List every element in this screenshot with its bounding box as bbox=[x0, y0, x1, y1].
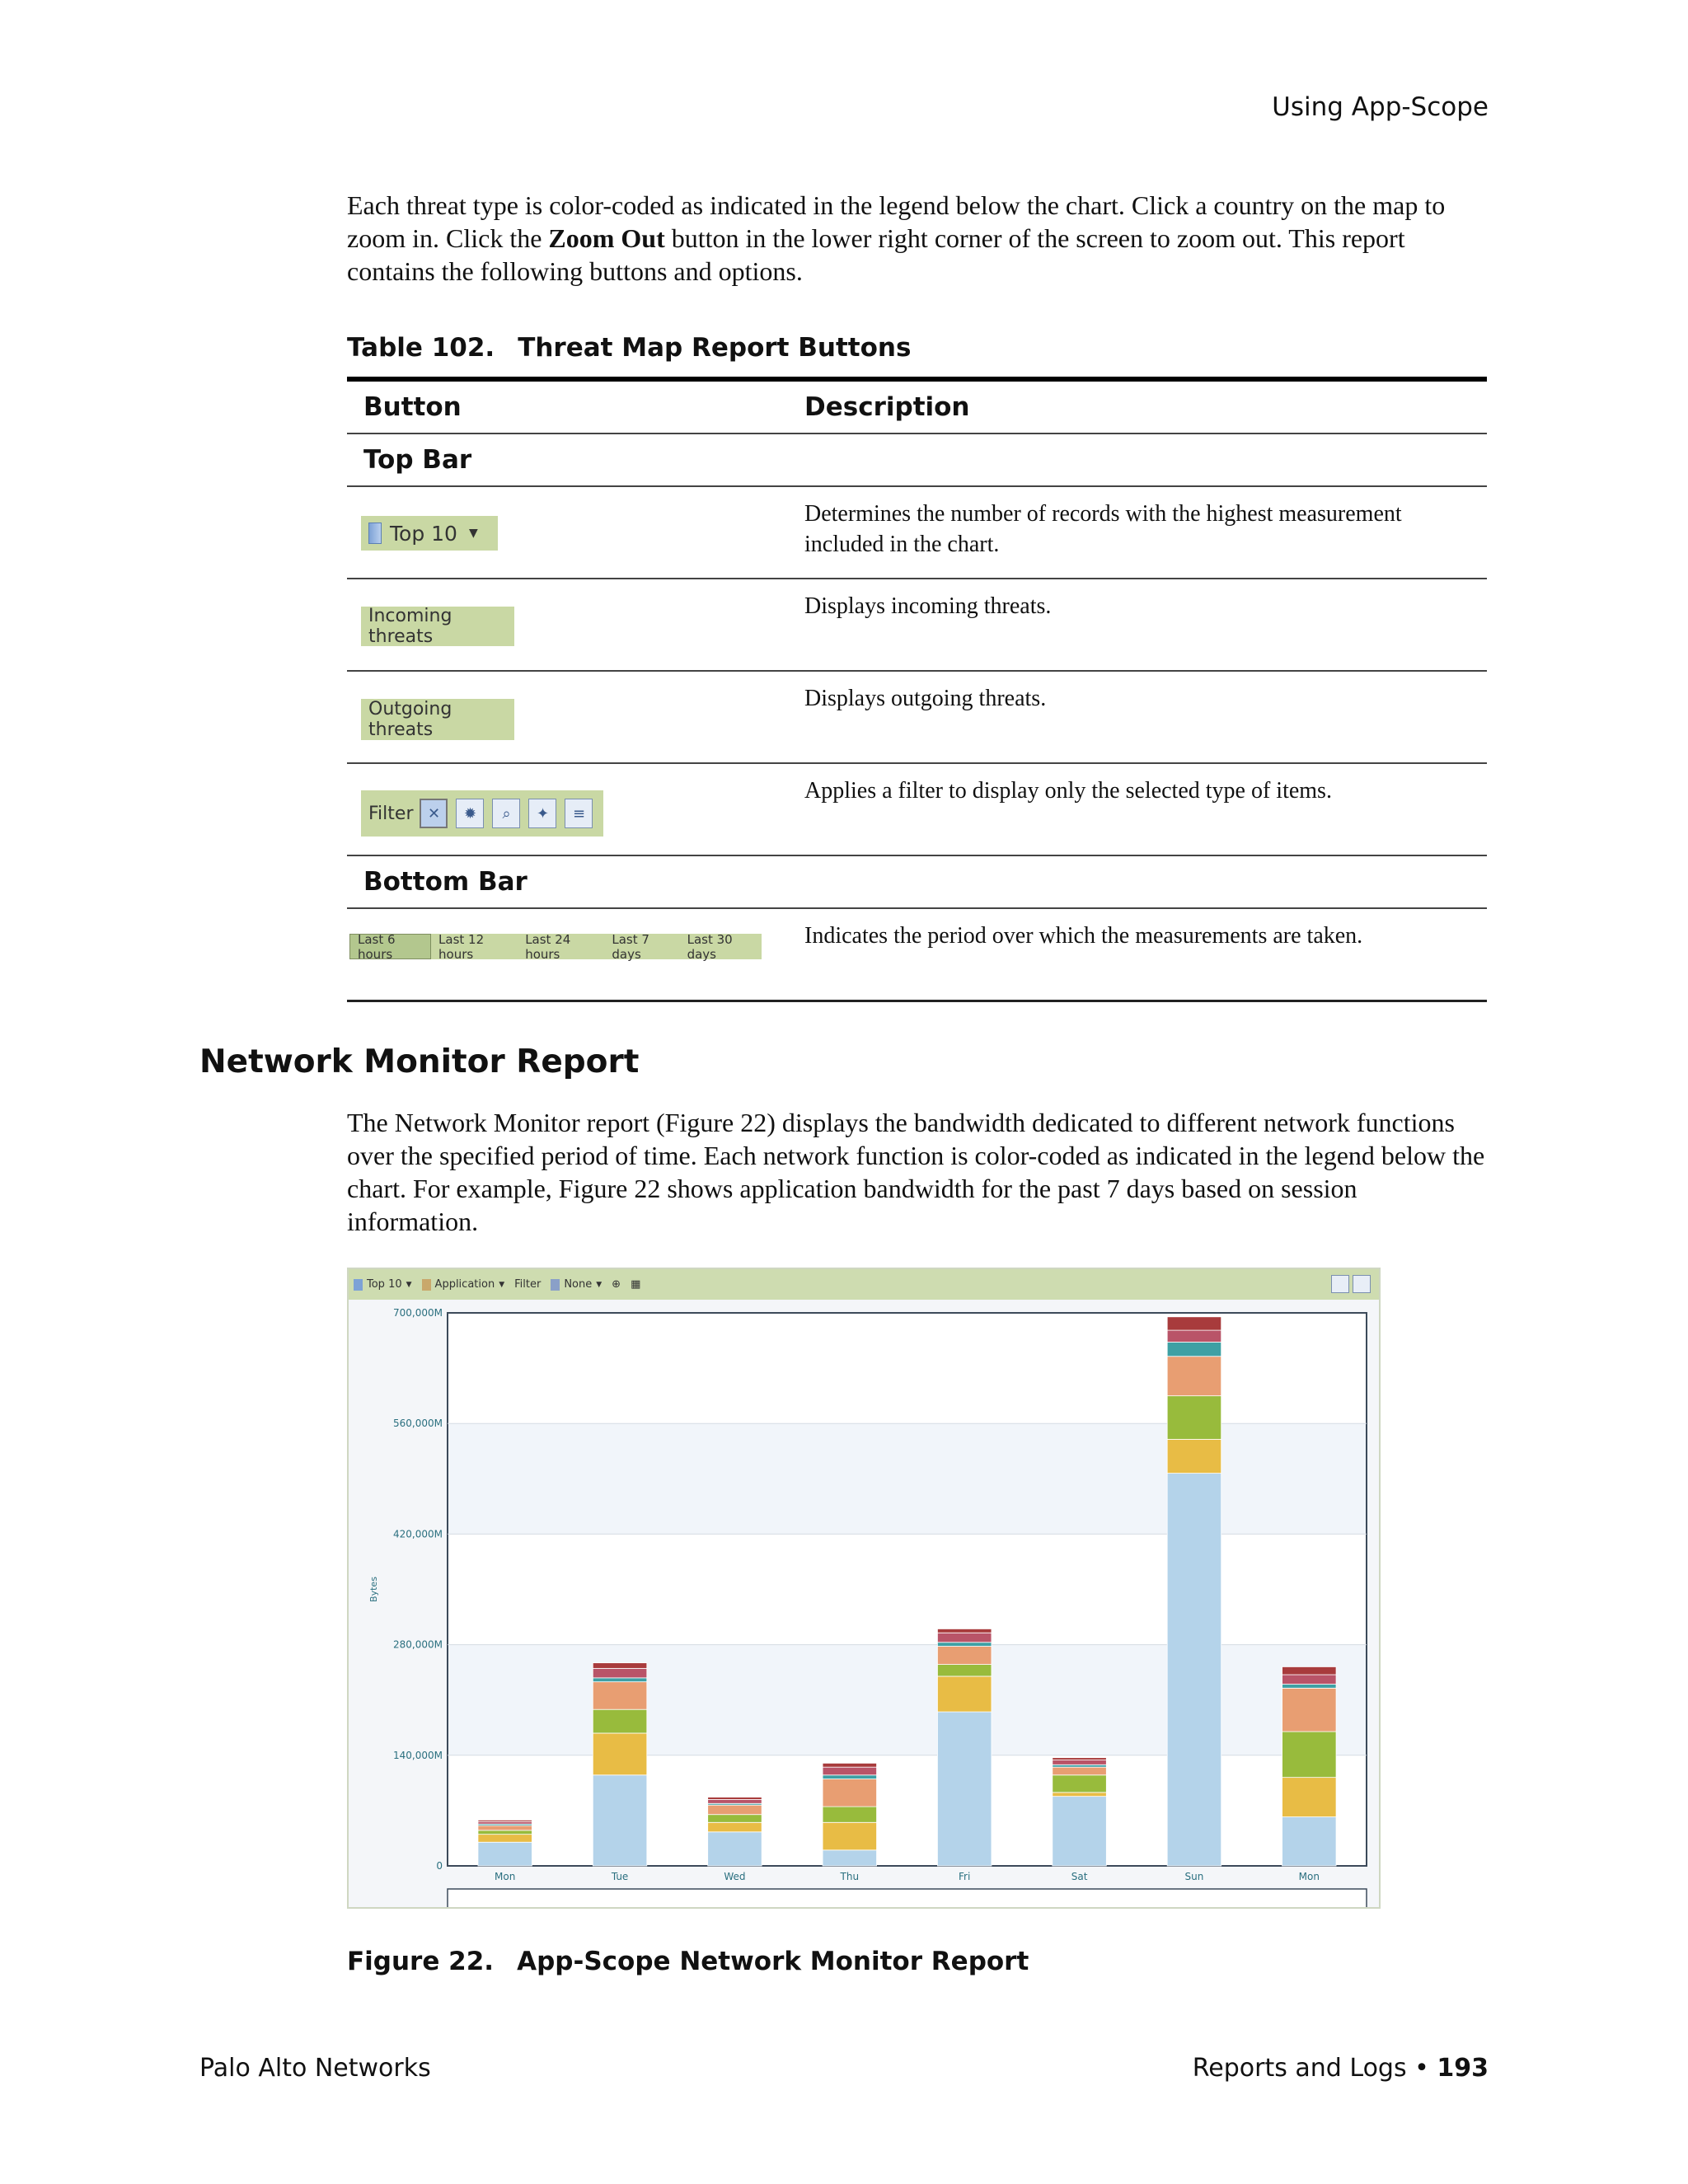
period-option[interactable]: Last 30 days bbox=[687, 931, 733, 962]
bar-segment bbox=[1167, 1439, 1221, 1473]
incoming-threats-button[interactable]: Incoming threats bbox=[361, 607, 514, 646]
x-tick-label: Mon bbox=[495, 1871, 516, 1882]
bar-segment bbox=[593, 1682, 647, 1710]
none-text: None bbox=[564, 1278, 593, 1291]
threat-filter-icon[interactable]: ✕ bbox=[420, 799, 448, 828]
column-header-description: Description bbox=[804, 392, 970, 422]
grid-band bbox=[448, 1645, 1366, 1755]
chart-type-switcher bbox=[1331, 1275, 1371, 1293]
bar-segment bbox=[1053, 1793, 1107, 1797]
page-number: 193 bbox=[1437, 2054, 1489, 2083]
bar-segment bbox=[593, 1663, 647, 1669]
dropdown-caret-icon: ▼ bbox=[468, 527, 478, 540]
y-tick-label: 420,000M bbox=[393, 1528, 443, 1540]
bar-segment bbox=[823, 1822, 877, 1850]
bar-segment bbox=[708, 1805, 762, 1815]
file-filter-icon[interactable]: ≡ bbox=[565, 799, 593, 828]
y-tick-label: 700,000M bbox=[393, 1307, 443, 1319]
legend-box bbox=[448, 1889, 1367, 1907]
bar-segment bbox=[1053, 1767, 1107, 1775]
bar-segment bbox=[1167, 1396, 1221, 1440]
application-text: Application bbox=[434, 1278, 495, 1291]
bar-segment bbox=[1167, 1357, 1221, 1396]
top10-label: Top 10 bbox=[390, 521, 457, 546]
bar-segment bbox=[708, 1797, 762, 1800]
application-dropdown[interactable] bbox=[417, 1278, 510, 1291]
section-label: Bottom Bar bbox=[363, 867, 528, 897]
x-tick-label: Sun bbox=[1184, 1871, 1204, 1882]
bar-segment bbox=[1053, 1775, 1107, 1793]
binary-icon[interactable]: ▦ bbox=[631, 1278, 641, 1291]
section-row-bottom-bar bbox=[347, 856, 1487, 909]
x-tick-label: Fri bbox=[959, 1871, 971, 1882]
bar-segment bbox=[823, 1775, 877, 1779]
figure-title: App-Scope Network Monitor Report bbox=[517, 1947, 1029, 1976]
bar-segment bbox=[478, 1821, 532, 1824]
table-header-row bbox=[347, 382, 1487, 434]
footer-section: Reports and Logs • bbox=[1192, 2054, 1437, 2083]
section-label: Top Bar bbox=[363, 445, 472, 475]
bar-segment bbox=[1167, 1330, 1221, 1342]
bar-segment bbox=[1053, 1797, 1107, 1866]
x-tick-label: Thu bbox=[840, 1871, 860, 1882]
spyware-filter-icon[interactable]: ✦ bbox=[528, 799, 556, 828]
bar-segment bbox=[1282, 1666, 1337, 1675]
bar-segment bbox=[823, 1850, 877, 1866]
bar-segment bbox=[1282, 1817, 1337, 1866]
bar-segment bbox=[478, 1835, 532, 1843]
bar-segment bbox=[593, 1668, 647, 1678]
bar-segment bbox=[937, 1665, 992, 1676]
bar-segment bbox=[478, 1830, 532, 1835]
bar-segment bbox=[937, 1676, 992, 1712]
x-tick-label: Sat bbox=[1071, 1871, 1088, 1882]
application-icon bbox=[422, 1279, 431, 1291]
bar-segment bbox=[708, 1832, 762, 1866]
plot-area bbox=[448, 1313, 1367, 1866]
table-caption bbox=[347, 333, 911, 363]
bar-segment bbox=[593, 1678, 647, 1682]
bar-segment bbox=[478, 1842, 532, 1866]
bar-segment bbox=[937, 1712, 992, 1866]
intro-text: Each threat type is color-coded as indicated in the legend below the chart. Click a country on the map to zoom in. Click the bbox=[347, 190, 1446, 253]
bar-segment bbox=[593, 1709, 647, 1733]
bar-chart-icon bbox=[354, 1279, 363, 1291]
table-row bbox=[347, 909, 1487, 1002]
period-option[interactable]: Last 7 days bbox=[612, 931, 649, 962]
top10-text: Top 10 bbox=[367, 1278, 402, 1291]
bar-segment bbox=[478, 1820, 532, 1821]
dropdown-caret-icon: ▼ bbox=[499, 1280, 505, 1289]
period-option[interactable]: Last 6 hours bbox=[349, 934, 431, 959]
users-icon bbox=[551, 1279, 560, 1291]
network-monitor-paragraph: The Network Monitor report (Figure 22) displays the bandwidth dedicated to different network functions over the specified period of time. Each network function is color-coded as indicated in the legend below the chart. For example, Figure 22 shows application bandwidth for the past 7 days based on session information. bbox=[347, 1108, 1485, 1236]
none-dropdown[interactable] bbox=[546, 1278, 607, 1291]
outgoing-threats-button[interactable]: Outgoing threats bbox=[361, 699, 514, 740]
bar-chart-icon bbox=[368, 523, 382, 544]
globe-icon[interactable]: ⊕ bbox=[612, 1278, 621, 1291]
row-description: Applies a filter to display only the selected type of items. bbox=[804, 778, 1332, 804]
bar-segment bbox=[937, 1629, 992, 1633]
y-tick-label: 560,000M bbox=[393, 1418, 443, 1430]
period-selector bbox=[349, 931, 762, 962]
bar-segment bbox=[1282, 1778, 1337, 1817]
bar-segment bbox=[1282, 1688, 1337, 1732]
period-option[interactable]: Last 24 hours bbox=[525, 931, 571, 962]
intro-paragraph bbox=[347, 189, 1489, 288]
stacked-bar-chart bbox=[349, 1300, 1379, 1907]
bar-segment bbox=[937, 1647, 992, 1665]
figure-caption bbox=[347, 1947, 1029, 1976]
table-row bbox=[347, 764, 1487, 856]
bar-segment bbox=[1167, 1317, 1221, 1330]
running-header: Using App-Scope bbox=[1272, 92, 1489, 122]
table-row bbox=[347, 579, 1487, 672]
grid-band bbox=[448, 1423, 1366, 1534]
top10-button[interactable] bbox=[361, 516, 498, 551]
bar-segment bbox=[1053, 1758, 1107, 1760]
network-monitor-screenshot bbox=[347, 1268, 1381, 1909]
bar-segment bbox=[823, 1767, 877, 1775]
row-description: Displays outgoing threats. bbox=[804, 686, 1047, 711]
footer-page bbox=[1193, 2054, 1489, 2083]
bar-segment bbox=[1053, 1765, 1107, 1767]
bar-segment bbox=[1282, 1685, 1337, 1689]
dropdown-caret-icon: ▼ bbox=[596, 1280, 603, 1289]
row-description: Indicates the period over which the measurements are taken. bbox=[804, 923, 1363, 949]
x-tick-label: Mon bbox=[1298, 1871, 1320, 1882]
top10-dropdown[interactable] bbox=[349, 1278, 417, 1291]
bar-segment bbox=[593, 1775, 647, 1866]
bar-segment bbox=[1282, 1732, 1337, 1778]
bar-segment bbox=[708, 1799, 762, 1803]
bar-segment bbox=[708, 1815, 762, 1823]
table-row bbox=[347, 672, 1487, 764]
period-option[interactable]: Last 12 hours bbox=[438, 931, 485, 962]
filter-label: Filter bbox=[368, 803, 414, 824]
table-title: Threat Map Report Buttons bbox=[518, 333, 912, 363]
scan-filter-icon[interactable]: ⌕ bbox=[492, 799, 520, 828]
filter-icons bbox=[420, 799, 593, 828]
bar-segment bbox=[1167, 1474, 1221, 1866]
column-header-button: Button bbox=[363, 392, 462, 422]
row-description: Displays incoming threats. bbox=[804, 593, 1052, 619]
intro-text-end: button in the lower right corner of the screen to zoom out. This report contains the following buttons and options. bbox=[347, 223, 1405, 286]
row-description: Determines the number of records with the highest measurement included in the chart. bbox=[804, 501, 1402, 557]
bar-segment bbox=[937, 1633, 992, 1643]
dropdown-caret-icon: ▼ bbox=[406, 1280, 412, 1289]
bar-segment bbox=[823, 1763, 877, 1767]
x-tick-label: Tue bbox=[611, 1871, 629, 1882]
bar-segment bbox=[478, 1825, 532, 1830]
bar-segment bbox=[823, 1807, 877, 1822]
filter-bar bbox=[361, 790, 603, 837]
x-tick-label: Wed bbox=[724, 1871, 746, 1882]
y-tick-label: 140,000M bbox=[393, 1749, 443, 1761]
virus-filter-icon[interactable]: ✹ bbox=[456, 799, 484, 828]
bar-segment bbox=[823, 1779, 877, 1807]
y-tick-label: 0 bbox=[436, 1860, 443, 1872]
section-row-top-bar bbox=[347, 434, 1487, 487]
section-heading: Network Monitor Report bbox=[199, 1043, 640, 1080]
table-row bbox=[347, 487, 1487, 579]
zoom-out-term: Zoom Out bbox=[548, 223, 665, 253]
area-chart-view-icon[interactable] bbox=[1353, 1275, 1371, 1293]
report-toolbar bbox=[349, 1269, 1379, 1300]
bar-segment bbox=[593, 1733, 647, 1775]
bar-segment bbox=[1167, 1342, 1221, 1356]
buttons-table bbox=[347, 377, 1487, 1002]
footer-company: Palo Alto Networks bbox=[199, 2054, 431, 2083]
y-axis-label: Bytes bbox=[368, 1577, 379, 1602]
filter-label: Filter bbox=[514, 1278, 542, 1291]
y-tick-label: 280,000M bbox=[393, 1638, 443, 1651]
bar-chart-view-icon[interactable] bbox=[1331, 1275, 1349, 1293]
bar-segment bbox=[1282, 1675, 1337, 1685]
figure-number: Figure 22. bbox=[347, 1947, 495, 1976]
bar-segment bbox=[937, 1643, 992, 1647]
bar-segment bbox=[708, 1822, 762, 1832]
table-number: Table 102. bbox=[347, 333, 495, 363]
bar-segment bbox=[1053, 1760, 1107, 1765]
